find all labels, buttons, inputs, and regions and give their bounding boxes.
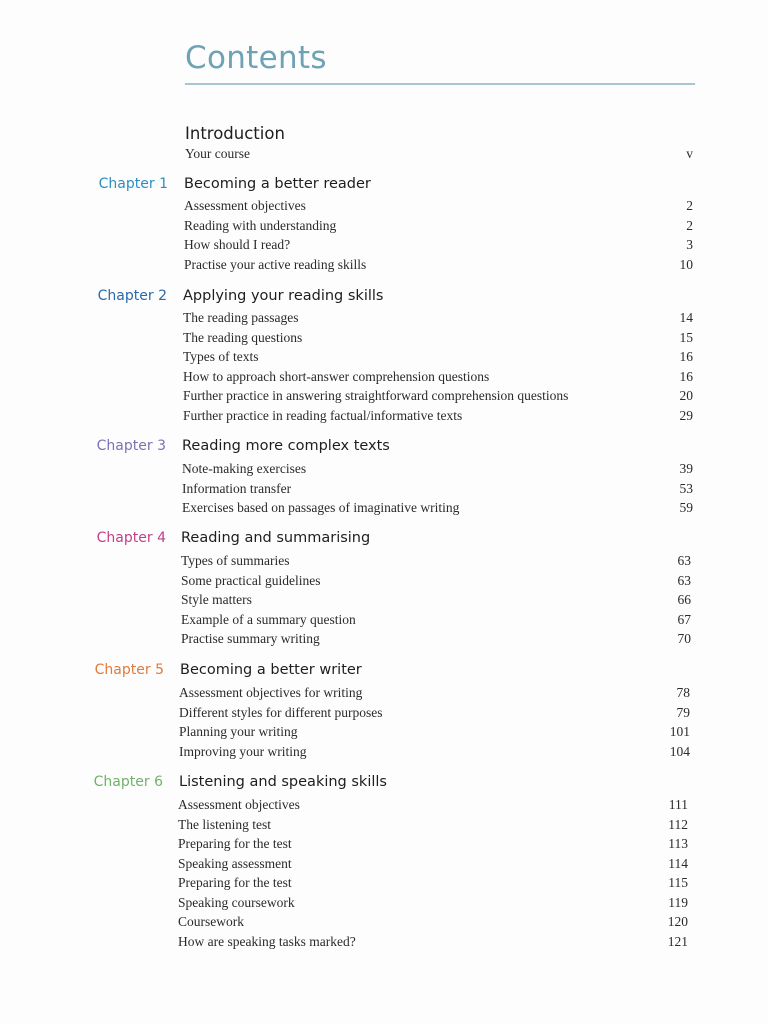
entry-label: Your course [185,146,251,161]
entry-page-number: 119 [668,894,688,910]
entry-label: Speaking assessment [178,855,292,871]
entry-label: Practise summary writing [181,631,320,646]
chapter-label: Chapter 3 [96,438,166,454]
entry-label: Information transfer [182,480,292,496]
entry-page-number: 2 [686,198,693,213]
toc-entry[interactable] [184,196,693,216]
toc-entry[interactable] [178,873,688,893]
entry-label: Different styles for different purposes [179,704,383,720]
entry-page-number: 120 [667,914,688,929]
toc-entry[interactable] [179,742,690,762]
entry-page-number: 2 [686,217,693,233]
entry-page-number: 29 [679,407,693,423]
page-title: Contents [185,40,327,76]
entry-page-number: 115 [668,875,688,890]
entry-label: Note-making exercises [182,461,307,476]
entry-label: Practise your active reading skills [184,256,367,272]
entry-label: Planning your writing [179,724,298,739]
entry-label: Assessment objectives [178,797,300,812]
entry-page-number: 20 [679,388,693,403]
toc-entry[interactable] [185,144,693,164]
chapter-heading: Reading and summarising [181,530,371,546]
entry-page-number: 53 [679,480,693,496]
entry-page-number: 114 [668,855,688,871]
chapter-heading: Applying your reading skills [183,288,384,304]
entry-page-number: 104 [669,743,690,759]
toc-entry[interactable] [184,235,693,255]
toc-entry[interactable] [184,216,693,236]
entry-page-number: 16 [679,349,693,364]
entry-page-number: 3 [686,237,693,252]
entry-page-number: 16 [679,368,693,384]
toc-entry[interactable] [181,610,691,630]
chapter-heading: Reading more complex texts [182,438,390,454]
toc-entry[interactable] [181,571,691,591]
toc-entry[interactable] [182,479,693,499]
entry-page-number: 63 [677,553,691,568]
entry-page-number: 78 [676,685,690,700]
introduction-heading: Introduction [185,124,285,143]
toc-entry[interactable] [178,815,688,835]
toc-entry[interactable] [183,308,693,328]
entry-page-number: 59 [679,500,693,515]
entry-label: Reading with understanding [184,217,337,233]
entry-label: How should I read? [184,237,291,252]
toc-entry[interactable] [183,347,693,367]
entry-page-number: 121 [667,933,688,949]
toc-entry[interactable] [182,498,693,518]
chapter-label: Chapter 2 [97,288,167,304]
entry-label: Preparing for the test [178,875,292,890]
toc-entry[interactable] [179,683,690,703]
toc-entry[interactable] [182,459,693,479]
entry-label: Example of a summary question [181,611,356,627]
toc-entry[interactable] [181,590,691,610]
entry-page-number: 10 [679,256,693,272]
entry-label: How are speaking tasks marked? [178,933,356,949]
toc-entry[interactable] [181,629,691,649]
chapter-label: Chapter 5 [94,662,164,678]
entry-label: Coursework [178,914,244,929]
entry-label: Types of summaries [181,553,290,568]
toc-entry[interactable] [181,551,691,571]
title-rule [185,83,695,85]
entry-label: The reading passages [183,310,299,325]
chapter-label: Chapter 4 [96,530,166,546]
toc-entry[interactable] [183,406,693,426]
entry-page-number: 14 [679,310,693,325]
entry-page-number: 79 [676,704,690,720]
entry-page-number: 67 [677,611,691,627]
chapter-heading: Becoming a better writer [180,662,362,678]
toc-entry[interactable] [178,893,688,913]
toc-entry[interactable] [178,912,688,932]
entry-page-number: 101 [669,724,690,739]
entry-label: Assessment objectives for writing [179,685,363,700]
chapter-label: Chapter 6 [93,774,163,790]
entry-page-number: 111 [668,797,688,812]
entry-page-number: 39 [679,461,693,476]
toc-entry[interactable] [178,834,688,854]
entry-label: The listening test [178,816,271,832]
entry-label: Some practical guidelines [181,572,321,588]
entry-label: Further practice in answering straightforward comprehension questions [183,388,569,403]
toc-entry[interactable] [183,386,693,406]
chapter-heading: Becoming a better reader [184,176,371,192]
toc-entry[interactable] [178,932,688,952]
entry-page-number: 70 [677,631,691,646]
toc-entry[interactable] [183,367,693,387]
entry-page-number: 66 [677,592,691,607]
entry-label: How to approach short-answer comprehension questions [183,368,490,384]
entry-label: Assessment objectives [184,198,306,213]
chapter-label: Chapter 1 [98,176,168,192]
toc-entry[interactable] [179,722,690,742]
entry-page-number: 15 [679,329,693,345]
entry-page-number: 112 [668,816,688,832]
entry-label: Speaking coursework [178,894,295,910]
entry-label: Preparing for the test [178,836,292,851]
toc-entry[interactable] [178,854,688,874]
entry-label: The reading questions [183,329,303,345]
entry-page-number: 63 [677,572,691,588]
toc-entry[interactable] [184,255,693,275]
toc-entry[interactable] [179,703,690,723]
entry-label: Exercises based on passages of imaginative writing [182,500,460,515]
entry-label: Improving your writing [179,743,307,759]
toc-entry[interactable] [178,795,688,815]
entry-page-number: v [686,146,693,161]
entry-label: Types of texts [183,349,259,364]
chapter-heading: Listening and speaking skills [179,774,387,790]
toc-entry[interactable] [183,328,693,348]
entry-label: Style matters [181,592,252,607]
entry-label: Further practice in reading factual/informative texts [183,407,463,423]
entry-page-number: 113 [668,836,688,851]
